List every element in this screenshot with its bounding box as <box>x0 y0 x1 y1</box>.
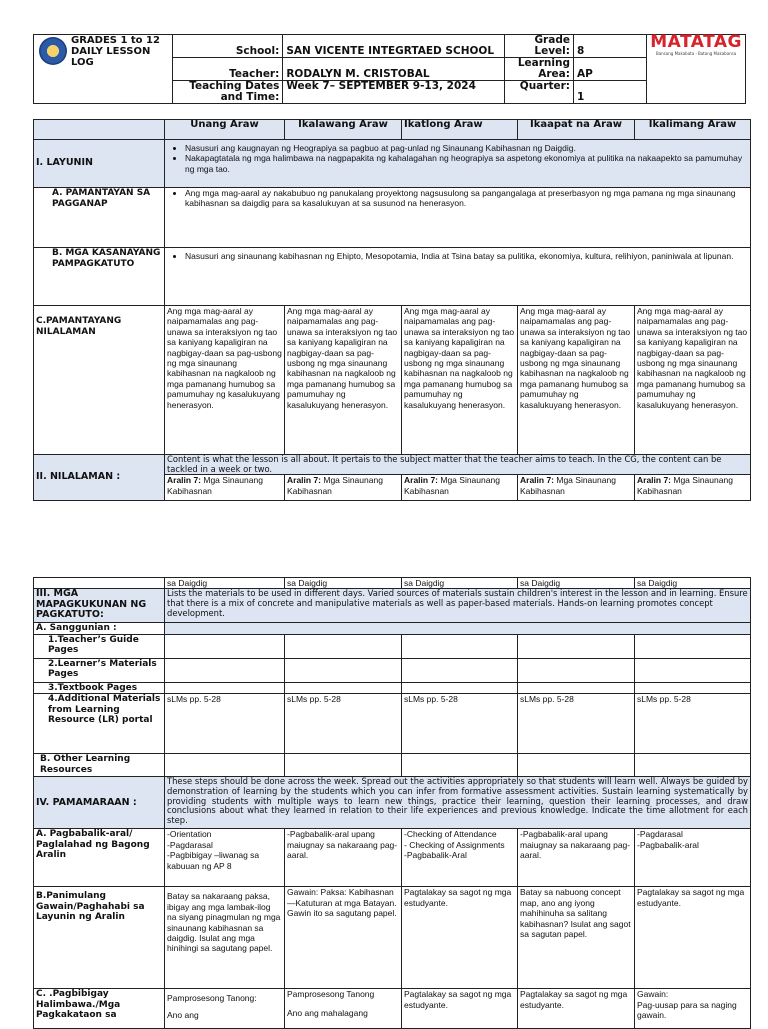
tg-day-5 <box>635 634 751 658</box>
layunin-bullet-2: • Nakapagtatala ng mga halimbawa na nagpapakita ng kahalagahan ng heograpiya sa aspetong ekonomiya at pulitika na nakaapekto sa pamumuhay ng mga tao. <box>185 153 748 174</box>
aralin-day-2: Aralin 7: Mga Sinaunang Kabihasnan <box>285 475 402 501</box>
continuation-corner <box>34 578 165 589</box>
aralin-day-3: Aralin 7: Mga Sinaunang Kabihasnan <box>402 475 518 501</box>
c-row-day-2: Pamprosesong Tanong Ano ang mahalagang <box>285 989 402 1029</box>
school-label: School: <box>173 35 283 58</box>
area-value: AP <box>573 58 646 81</box>
a-row-day-5: -Pagdarasal -Pagbabalik-aral <box>635 829 751 887</box>
teacher-label: Teacher: <box>173 58 283 81</box>
tg-day-4 <box>518 634 635 658</box>
pamantayan-nilalaman-day-1: Ang mga mag-aaral ay naipamamalas ang pag-unawa sa interaksiyon ng tao sa kaniyang kapaligiran na nagbigay-daan sa pag-usbong ng mga sinaunang kabihasnan na nagkaloob ng mga pamanang humubog sa pamumuhay ng kasalukuyang henerasyon. <box>165 306 285 455</box>
tb-day-4 <box>518 682 635 694</box>
layunin-label: I. LAYUNIN <box>34 140 165 188</box>
b-row-day-2: Gawain: Paksa: Kabihasnan—Katuturan at mga Batayan. Gawin ito sa sagutang papel. <box>285 887 402 989</box>
deped-seal-icon <box>39 37 67 65</box>
pamamaraan-label: IV. PAMAMARAAN : <box>34 777 165 829</box>
dates-label: Teaching Dates and Time: <box>173 81 283 104</box>
tg-day-3 <box>402 634 518 658</box>
pamantayan-nilalaman-day-4: Ang mga mag-aaral ay naipamamalas ang pag-unawa sa interaksiyon ng tao sa kaniyang kapaligiran na nagbigay-daan sa pag-usbong ng mga sinaunang kabihasnan na nagkaloob ng mga pamanang humubog sa pamumuhay ng kasalukuyang henerasyon. <box>518 306 635 455</box>
layunin-bullet-1: • Nasusuri ang kaugnayan ng Heograpiya sa pagbuo at pag-unlad ng Sinaunang Kabihasnan ng Daigdig. <box>185 143 748 153</box>
matatag-wordmark: MATATAG <box>650 32 742 52</box>
aralin-day-5: Aralin 7: Mga Sinaunang Kabihasnan <box>635 475 751 501</box>
a-row-day-3: -Checking of Attendance - Checking of Assignments -Pagbabalik-Aral <box>402 829 518 887</box>
a-row-label: A. Pagbabalik-aral/ Paglalahad ng Bagong Aralin <box>34 829 165 887</box>
other-day-5 <box>635 754 751 777</box>
kasanayan-text: • Nasusuri ang sinaunang kabihasnan ng Ehipto, Mesopotamia, India at Tsina batay sa pulitika, ekonomiya, kultura, relihiyon, paniniwala at lipunan. <box>185 251 748 261</box>
c-row-day-5: Gawain: Pag-uusap para sa naging gawain. <box>635 989 751 1029</box>
b-row-label: B.Panimulang Gawain/Paghahabi sa Layunin ng Aralin <box>34 887 165 989</box>
tb-label: 3.Textbook Pages <box>34 682 165 694</box>
corner-cell <box>34 120 165 140</box>
other-day-2 <box>285 754 402 777</box>
lr-label: 4.Additional Materials from Learning Resource (LR) portal <box>34 694 165 754</box>
pamamaraan-note: These steps should be done across the week. Spread out the activities appropriately so that students will learn well. Always be guided by demonstration of learning by the students which you can infer from formative assessment activities. Sustain learning systematically by providing students with multiple ways to learn new things, practice their learning, question their learning processes, and draw conclusions about what they learned in relation to their life experiences and previous knowledge. Indicate the time allotment for each step. <box>165 777 751 829</box>
header-table <box>33 34 746 104</box>
aralin-cont-day-3: sa Daigdig <box>402 578 518 589</box>
aralin-cont-day-2: sa Daigdig <box>285 578 402 589</box>
kasanayan-content <box>165 248 751 306</box>
matatag-logo <box>647 32 746 104</box>
grade-value: 8 <box>573 35 646 58</box>
tg-label: 1.Teacher’s Guide Pages <box>34 634 165 658</box>
pamantayan-nilalaman-day-5: Ang mga mag-aaral ay naipamamalas ang pag-unawa sa interaksiyon ng tao sa kaniyang kapaligiran na nagbigay-daan sa pag-usbong ng mga sinaunang kabihasnan na nagkaloob ng mga pamanang humubog sa pamumuhay ng kasalukuyang henerasyon. <box>635 306 751 455</box>
a-row-day-4: -Pagbabalik-aral upang maiugnay sa nakaraang pag-aaral. <box>518 829 635 887</box>
lr-day-5: sLMs pp. 5-28 <box>635 694 751 754</box>
tg-day-1 <box>165 634 285 658</box>
kasanayan-label: B. MGA KASANAYANG PAMPAGKATUTO <box>34 248 165 306</box>
tb-day-3 <box>402 682 518 694</box>
matatag-tagline: Bansang Makabata · Batang Makabansa <box>655 51 737 56</box>
lr-day-3: sLMs pp. 5-28 <box>402 694 518 754</box>
aralin-day-4: Aralin 7: Mga Sinaunang Kabihasnan <box>518 475 635 501</box>
lm-day-5 <box>635 658 751 682</box>
header-title-cell <box>34 35 173 104</box>
pamantayan-nilalaman-day-3: Ang mga mag-aaral ay naipamamalas ang pag-unawa sa interaksiyon ng tao sa kaniyang kapaligiran na nagbigay-daan sa pag-usbong ng mga sinaunang kabihasnan na nagkaloob ng mga pamanang humubog sa pamumuhay ng kasalukuyang henerasyon. <box>402 306 518 455</box>
title-line-1: GRADES 1 to 12 <box>71 35 160 46</box>
day-header-4: Ikaapat na Araw <box>518 120 635 140</box>
day-header-3: Ikatlong Araw <box>402 120 518 140</box>
tb-day-2 <box>285 682 402 694</box>
other-resources-label: B. Other Learning Resources <box>34 754 165 777</box>
grade-label: Grade Level: <box>505 35 574 58</box>
aralin-cont-day-5: sa Daigdig <box>635 578 751 589</box>
day-header-1: Unang Araw <box>165 120 285 140</box>
nilalaman-label: II. NILALAMAN : <box>34 455 165 501</box>
tb-day-5 <box>635 682 751 694</box>
aralin-cont-day-4: sa Daigdig <box>518 578 635 589</box>
lm-day-2 <box>285 658 402 682</box>
kagamitan-label: III. MGA MAPAGKUKUNAN NG PAGKATUTO: <box>34 589 165 623</box>
tb-day-1 <box>165 682 285 694</box>
b-row-day-5: Pagtalakay sa sagot ng mga estudyante. <box>635 887 751 989</box>
other-day-1 <box>165 754 285 777</box>
b-row-day-4: Batay sa nabuong concept map, ano ang iyong mahihinuha sa salitang kabihasnan? Isulat ang sagot sa sagutan papel. <box>518 887 635 989</box>
tg-day-2 <box>285 634 402 658</box>
lr-day-2: sLMs pp. 5-28 <box>285 694 402 754</box>
a-row-day-1: -Orientation -Pagdarasal -Pagbibigay –liwanag sa kabuuan ng AP 8 <box>165 829 285 887</box>
b-row-day-1: Batay sa nakaraang paksa, ibigay ang mga lambak-ilog na siyang pinagmulan ng mga sinaunang kabihasnan sa daigdig. Isulat ang mga hinihingi sa sagutang papel. <box>165 887 285 989</box>
lm-label: 2.Learner’s Materials Pages <box>34 658 165 682</box>
c-row-day-3: Pagtalakay sa sagot ng mga estudyante. <box>402 989 518 1029</box>
layunin-content <box>165 140 751 188</box>
c-row-day-4: Pagtalakay sa sagot ng mga estudyante. <box>518 989 635 1029</box>
title-line-2: DAILY LESSON LOG <box>71 46 151 68</box>
lesson-table-2 <box>33 577 751 1029</box>
pamantayan-pagganap-label: A. PAMANTAYAN SA PAGGANAP <box>34 188 165 248</box>
quarter-label: Quarter: <box>505 81 574 104</box>
teacher-value: RODALYN M. CRISTOBAL <box>283 58 505 81</box>
pamantayan-pagganap-content <box>165 188 751 248</box>
day-header-5: Ikalimang Araw <box>635 120 751 140</box>
aralin-day-1: Aralin 7: Mga Sinaunang Kabihasnan <box>165 475 285 501</box>
sanggunian-label: A. Sanggunian : <box>34 623 165 635</box>
pamantayan-nilalaman-label: C.PAMANTAYANG NILALAMAN <box>34 306 165 455</box>
area-label: Learning Area: <box>505 58 574 81</box>
lm-day-4 <box>518 658 635 682</box>
lm-day-3 <box>402 658 518 682</box>
b-row-day-3: Pagtalakay sa sagot ng mga estudyante. <box>402 887 518 989</box>
dates-value: Week 7– SEPTEMBER 9-13, 2024 <box>283 81 505 104</box>
nilalaman-note: Content is what the lesson is all about. It pertais to the subject matter that the teacher aims to teach. In the CG, the content can be tackled in a week or two. <box>165 455 751 475</box>
lesson-table-1 <box>33 119 751 501</box>
c-row-label: C. .Pagbibigay Halimbawa./Mga Pagkakataon sa <box>34 989 165 1029</box>
school-value: SAN VICENTE INTEGRTAED SCHOOL <box>283 35 505 58</box>
a-row-day-2: -Pagbabalik-aral upang maiugnay sa nakaraang pag-aaral. <box>285 829 402 887</box>
lr-day-1: sLMs pp. 5-28 <box>165 694 285 754</box>
pamantayan-pagganap-text: • Ang mga mag-aaral ay nakabubuo ng panukalang proyektong nagsusulong sa pangangalaga at preserbasyon ng mga pamana ng mga sinaunang kabihasnan sa daigdig para sa kasalukuyan at sa susunod na henerasyon. <box>185 188 748 209</box>
day-header-2: Ikalawang Araw <box>285 120 402 140</box>
aralin-cont-day-1: sa Daigdig <box>165 578 285 589</box>
kagamitan-note: Lists the materials to be used in different days. Varied sources of materials sustain children's interest in the lesson and in learning. Ensure that there is a mix of concrete and manipulative materials as well as paper-based materials. Hands-on learning promotes concept development. <box>165 589 751 623</box>
other-day-3 <box>402 754 518 777</box>
pamantayan-nilalaman-day-2: Ang mga mag-aaral ay naipamamalas ang pag-unawa sa interaksiyon ng tao sa kaniyang kapaligiran na nagbigay-daan sa pag-usbong ng mga sinaunang kabihasnan na nagkaloob ng mga pamanang humubog sa pamumuhay ng kasalukuyang henerasyon. <box>285 306 402 455</box>
sanggunian-fill <box>165 623 751 635</box>
lm-day-1 <box>165 658 285 682</box>
lr-day-4: sLMs pp. 5-28 <box>518 694 635 754</box>
c-row-day-1: Pamprosesong Tanong: Ano ang <box>165 989 285 1029</box>
other-day-4 <box>518 754 635 777</box>
quarter-value: 1 <box>573 81 646 104</box>
